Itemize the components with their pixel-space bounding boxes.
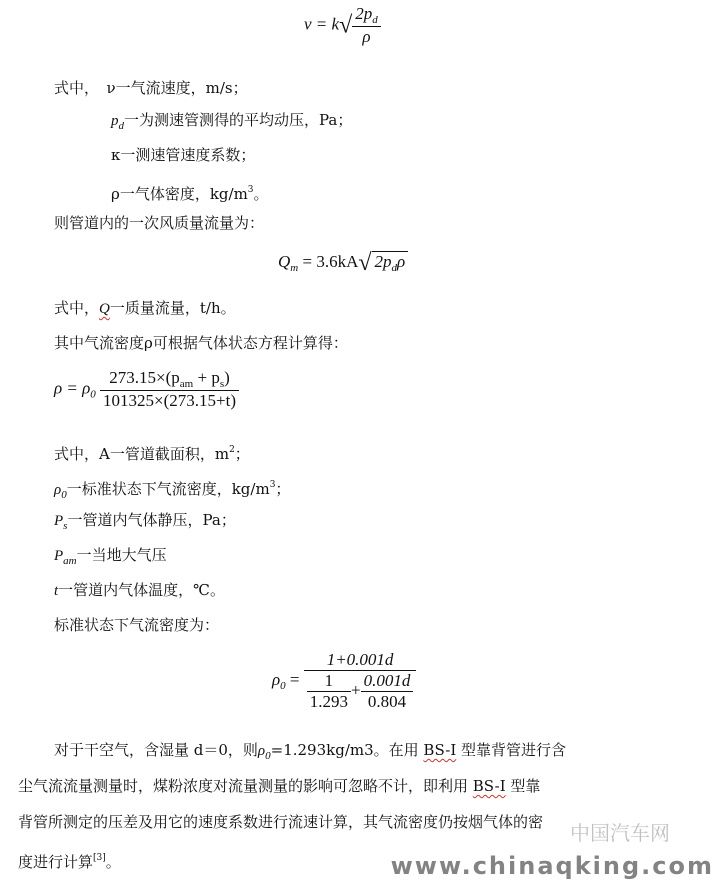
definition-q: 式中，Q一质量流量，t/h。	[54, 299, 236, 317]
definition-ps: $P_s$一管道内气体静压，Pa；	[54, 511, 236, 532]
density-intro: 其中气流密度ρ可根据气体状态方程计算得：	[54, 334, 348, 352]
definition-pd: $p_d$一为测速管测得的平均动压，Pa；	[111, 111, 353, 132]
definition-pam: $P_{am}$一当地大气压	[54, 546, 167, 567]
mass-flow-intro: 则管道内的一次风质量流量为：	[54, 214, 265, 232]
definition-a: 式中，A一管道截面积，$m^2$；	[54, 445, 250, 463]
velocity-equation: v = k√ $\frac{2p_d}{\rho}$	[304, 4, 381, 47]
watermark-url: www.chinaqking.com	[390, 852, 714, 880]
paragraph-line-1: 对于干空气，含湿量 d＝0，则$\rho_0=1.293kg/m3$。在用 BS-I 型靠背管进行含	[54, 741, 567, 762]
standard-density-equation: $\rho_0$ = 1+0.001d $\frac{1}{1.293}$ + $\frac{0.001d}{0.804}$	[272, 650, 416, 712]
paragraph-line-2: 尘气流流量测量时，煤粉浓度对流量测量的影响可忽略不计，即利用 BS-I 型靠	[18, 777, 541, 795]
paragraph-line-4: 度进行计算[3]。	[18, 853, 121, 871]
definition-rho0: $\rho_0$一标准状态下气流密度，$kg/m^3$；	[54, 480, 291, 501]
density-equation: $\rho = \rho_0$ $\frac{273.15\times(p_{am} + p_s)}{101325\times(273.15+t)}$	[54, 368, 239, 411]
mass-flow-equation: $Q_m = 3.6kA√$ $2p_d\rho$	[278, 250, 408, 277]
watermark-cn: 中国汽车网	[570, 821, 670, 845]
definition-v: 式中， ν一气流速度，m/s；	[54, 79, 248, 97]
definition-rho: ρ一气体密度，$kg/m^3$。	[111, 185, 269, 203]
definition-k: κ一测速管速度系数；	[111, 146, 256, 164]
definition-t: t一管道内气体温度，℃。	[54, 581, 225, 599]
rho0-intro: 标准状态下气流密度为：	[54, 616, 220, 634]
paragraph-line-3: 背管所测定的压差及用它的速度系数进行流速计算，其气流密度仍按烟气体的密	[18, 813, 544, 831]
